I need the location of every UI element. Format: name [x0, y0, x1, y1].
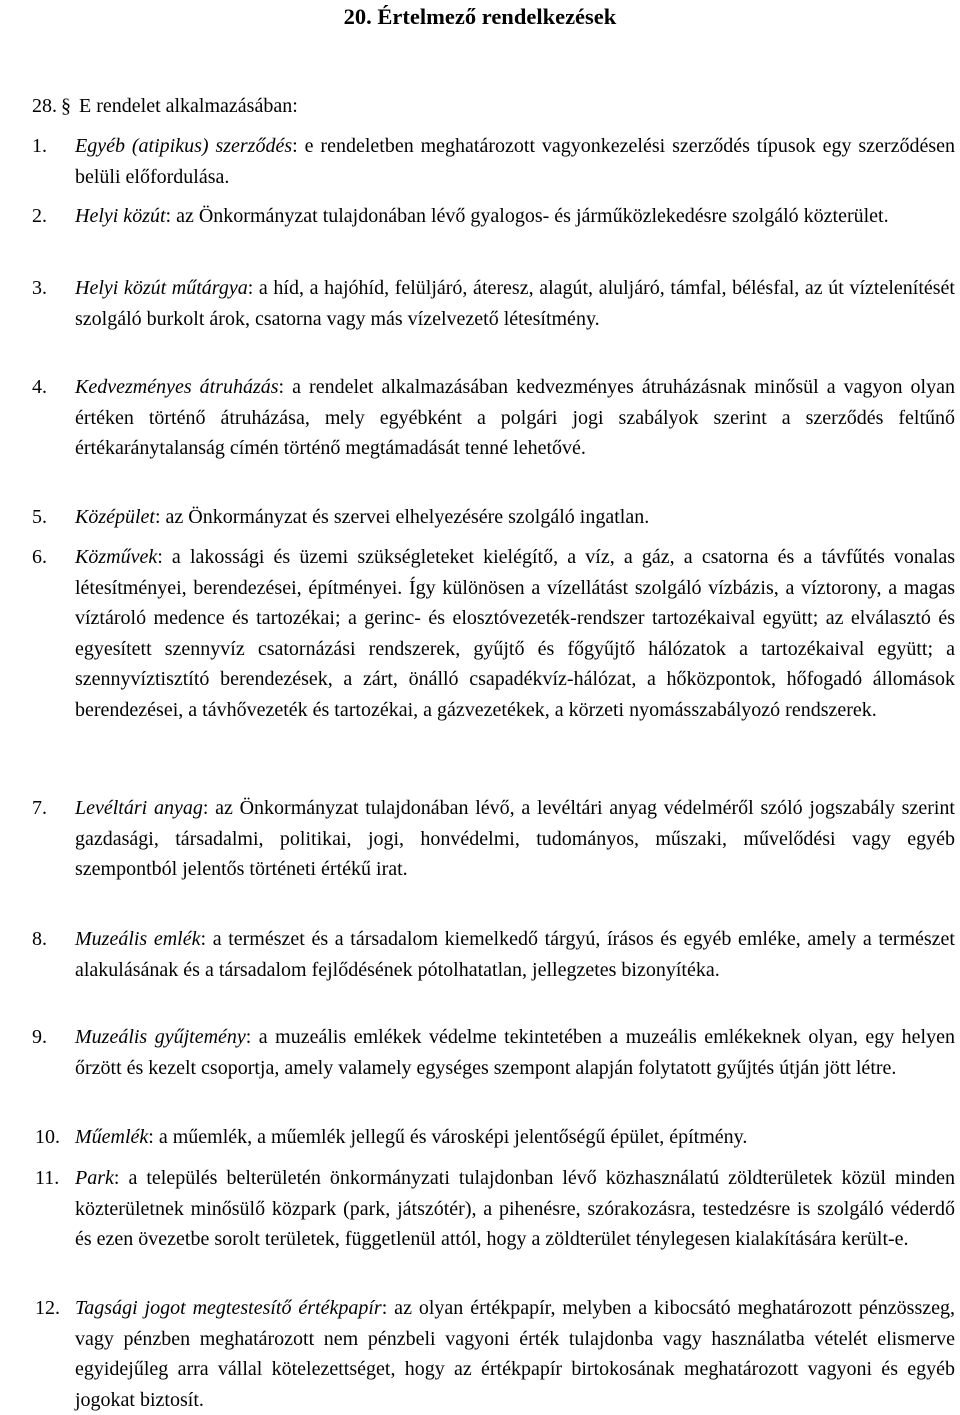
definition-term: Műemlék	[75, 1126, 149, 1148]
definition-term: Levéltári anyag	[75, 797, 203, 819]
definition-number: 7.	[32, 797, 47, 819]
definition-body	[75, 131, 955, 192]
definition-term: Muzeális gyűjtemény	[75, 1026, 246, 1048]
paragraph-intro	[32, 91, 298, 121]
definition-body	[75, 1122, 955, 1153]
definition-text: : az Önkormányzat és szervei elhelyezésére szolgáló ingatlan.	[155, 506, 650, 528]
definition-number: 6.	[32, 546, 47, 568]
definition-text: : a település belterületén önkormányzati tulajdonban lévő közhasználatú zöldterületek közül minden közterületnek minősülő közpark (park, játszótér), a pihenésre, szórakozásra, testedzésre is szolgáló véderdő és ezen övezetbe sorolt területek, függetlenül attól, hogy a zöldterület ténylegesen kialakítására került-e.	[75, 1167, 955, 1250]
definition-body	[75, 542, 955, 725]
definition-body	[75, 273, 955, 334]
definition-body	[75, 372, 955, 464]
definition-number: 8.	[32, 928, 47, 950]
definition-term: Helyi közút	[75, 205, 166, 227]
definition-term: Park	[75, 1167, 114, 1189]
paragraph-number: 28.	[32, 95, 57, 117]
definition-text: : az olyan értékpapír, melyben a kibocsátó meghatározott pénzösszeg, vagy pénzben meghatározott nem pénzbeli vagyoni érték tulajdonba vagy használatba vételét elismerve egyidejűleg arra vállal kötelezettséget, hogy az értékpapír birtokosának meghatározott vagyoni és egyéb jogokat biztosít.	[75, 1297, 955, 1411]
definition-number: 10.	[35, 1126, 60, 1148]
section-sign: §	[61, 95, 71, 117]
definition-number: 9.	[32, 1026, 47, 1048]
definition-number: 4.	[32, 376, 47, 398]
definition-term: Közművek	[75, 546, 158, 568]
definition-number: 5.	[32, 506, 47, 528]
definition-number: 3.	[32, 277, 47, 299]
definition-body	[75, 201, 955, 232]
definition-number: 2.	[32, 205, 47, 227]
definition-body	[75, 1293, 955, 1415]
definition-body	[75, 1163, 955, 1255]
definition-number: 11.	[35, 1167, 60, 1189]
definition-body	[75, 924, 955, 985]
definition-text: : a híd, a hajóhíd, felüljáró, áteresz, alagút, aluljáró, támfal, bélésfal, az út víztelenítését szolgáló burkolt árok, csatorna vagy más vízelvezető létesítmény.	[75, 277, 955, 330]
paragraph-intro-text: E rendelet alkalmazásában:	[79, 95, 298, 117]
definition-text: : a muzeális emlékek védelme tekintetében a muzeális emlékeknek olyan, egy helyen őrzött és kezelt csoportja, amely valamely egységes szempont alapján folytatott gyűjtés útján jött létre.	[75, 1026, 955, 1079]
definition-body	[75, 1022, 955, 1083]
definition-text: : a lakossági és üzemi szükségleteket kielégítő, a víz, a gáz, a csatorna és a távfűtés vonalas létesítményei, berendezései, építményei. Így különösen a vízellátást szolgáló vízbázis, a víztorony, a magas víztároló medence és tartozékai; a gerinc- és elosztóvezeték-rendszer tartozékaival együtt; az elválasztó és egyesített szennyvíz csatornázási rendszerek, gyűjtő és főgyűjtő hálózatok a tartozékaival együtt; a szennyvíztisztító berendezések, a zárt, önálló csapadékvíz-hálózat, a hőközpontok, hőfogadó állomások berendezései, a távhővezeték és tartozékai, a gázvezetékek, a körzeti nyomásszabályozó rendszerek.	[75, 546, 955, 721]
definition-body	[75, 793, 955, 885]
section-heading: 20. Értelmező rendelkezések	[343, 4, 617, 29]
definition-term: Helyi közút műtárgya	[75, 277, 248, 299]
definition-number: 1.	[32, 135, 47, 157]
definition-number: 12.	[35, 1297, 60, 1319]
definition-text: : a rendelet alkalmazásában kedvezményes átruházásnak minősül a vagyon olyan értéken történő átruházása, mely egyébként a polgári jogi szabályok szerint a szerződés feltűnő értékaránytalanság címén történő megtámadását tenné lehetővé.	[75, 376, 955, 459]
definition-text: : a természet és a társadalom kiemelkedő tárgyú, írásos és egyéb emléke, amely a természet alakulásának és a társadalom fejlődésének pótolhatatlan, jellegzetes bizonyítéka.	[75, 928, 955, 981]
definition-text: : az Önkormányzat tulajdonában lévő gyalogos- és járműközlekedésre szolgáló közterület.	[165, 205, 889, 227]
definition-text: : a műemlék, a műemlék jellegű és városképi jelentőségű épület, építmény.	[148, 1126, 748, 1148]
definition-term: Tagsági jogot megtestesítő értékpapír	[75, 1297, 382, 1319]
definition-text: : e rendeletben meghatározott vagyonkezelési szerződés típusok egy szerződésen belüli előfordulása.	[75, 135, 956, 188]
definition-term: Muzeális emlék	[75, 928, 201, 950]
definition-term: Kedvezményes átruházás	[75, 376, 279, 398]
definition-term: Egyéb (atipikus) szerződés	[75, 135, 293, 157]
definition-body	[75, 502, 955, 533]
definition-term: Középület	[75, 506, 155, 528]
definition-text: : az Önkormányzat tulajdonában lévő, a levéltári anyag védelméről szóló jogszabály szerint gazdasági, társadalmi, politikai, jogi, honvédelmi, tudományos, műszaki, művelődési vagy egyéb szempontból jelentős történeti értékű irat.	[75, 797, 955, 880]
